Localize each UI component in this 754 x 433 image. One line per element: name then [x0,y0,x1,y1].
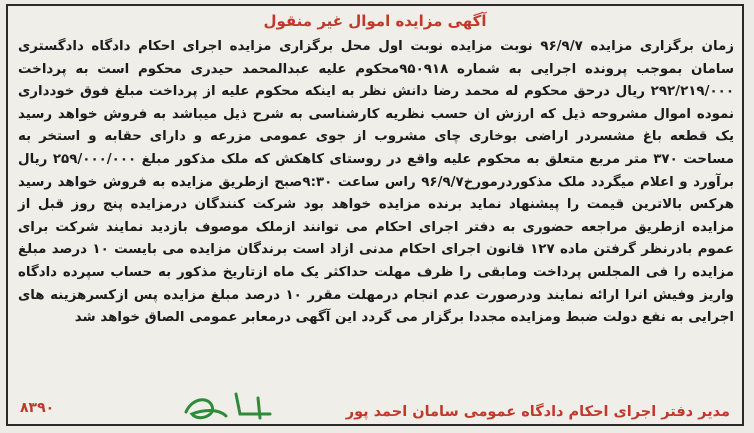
notice-body-text: زمان برگزاری مزایده ۹۶/۹/۷ نوبت مزایده نوبت اول محل برگزاری مزایده اجرای احکام دادگاه دادگستری سامان بموجب پرونده اجرایی به شماره ۹۵۰۹۱۸محکوم علیه عبدالمحمد حیدری محکوم است به پرداخت ۲۹۲/۲۱۹/۰۰۰ ریال درحق محکوم له محمد رضا دانش نظر به اینکه محکوم علیه از پرداخت مبلغ فوق خودداری نموده اموال مشروحه ذیل که ارزش ان حسب نظریه کارشناسی به شرح ذیل میباشد به فروش خواهد رسید یک قطعه باغ مشسردر اراضی بوخاری چای مشروب از جوی عمومی مزرعه و دارای حقابه و استخر به مساحت ۳۷۰ متر مربع متعلق به محکوم علیه واقع در روستای کاهکش که ملک مذکور مبلغ ۲۵۹/۰۰۰/۰۰۰ ریال برآورد و اعلام میگردد ملک مذکوردرمورخ۹۶/۹/۷ راس ساعت ۹:۳۰صبح ازطریق مزایده به فروش خواهد رسید هرکس بالاترین قیمت را پیشنهاد نماید برنده مزایده خواهد بود شرکت کنندگان درمزایده پنج روز قبل از مزایده ازطریق مراجعه حضوری به دفتر اجرای احکام می توانند ازملک موصوف بازدید نمایند شرکت برای عموم بادرنظر گرفتن ماده ۱۲۷ قانون اجرای احکام مدنی ازاد است برندگان مزایده می بایست ۱۰ درصد مبلغ مزایده را فی المجلس پرداخت ومابقی را ظرف مهلت حداکثر یک ماه ازتاریخ مذکور به حساب سپرده دادگاه واریز وفیش انرا ارائه نمایند ودرصورت عدم انجام درمهلت مقرر ۱۰ درصد مبلغ مزایده پس ازکسرهزینه های اجرایی به نفع دولت ضبط ومزایده مجددا برگزار می گردد این آگهی درمعابر عمومی الصاق خواهد شد [18,39,735,326]
notice-signature: مدیر دفتر اجرای احکام دادگاه عمومی سامان احمد پور [345,404,730,420]
notice-body [18,36,734,330]
notice-title: آگهی مزایده اموال غیر منقول [263,12,487,30]
handwritten-number [178,384,288,424]
notice-code: ۸۳۹۰ [20,400,55,416]
notice-frame [6,4,744,426]
